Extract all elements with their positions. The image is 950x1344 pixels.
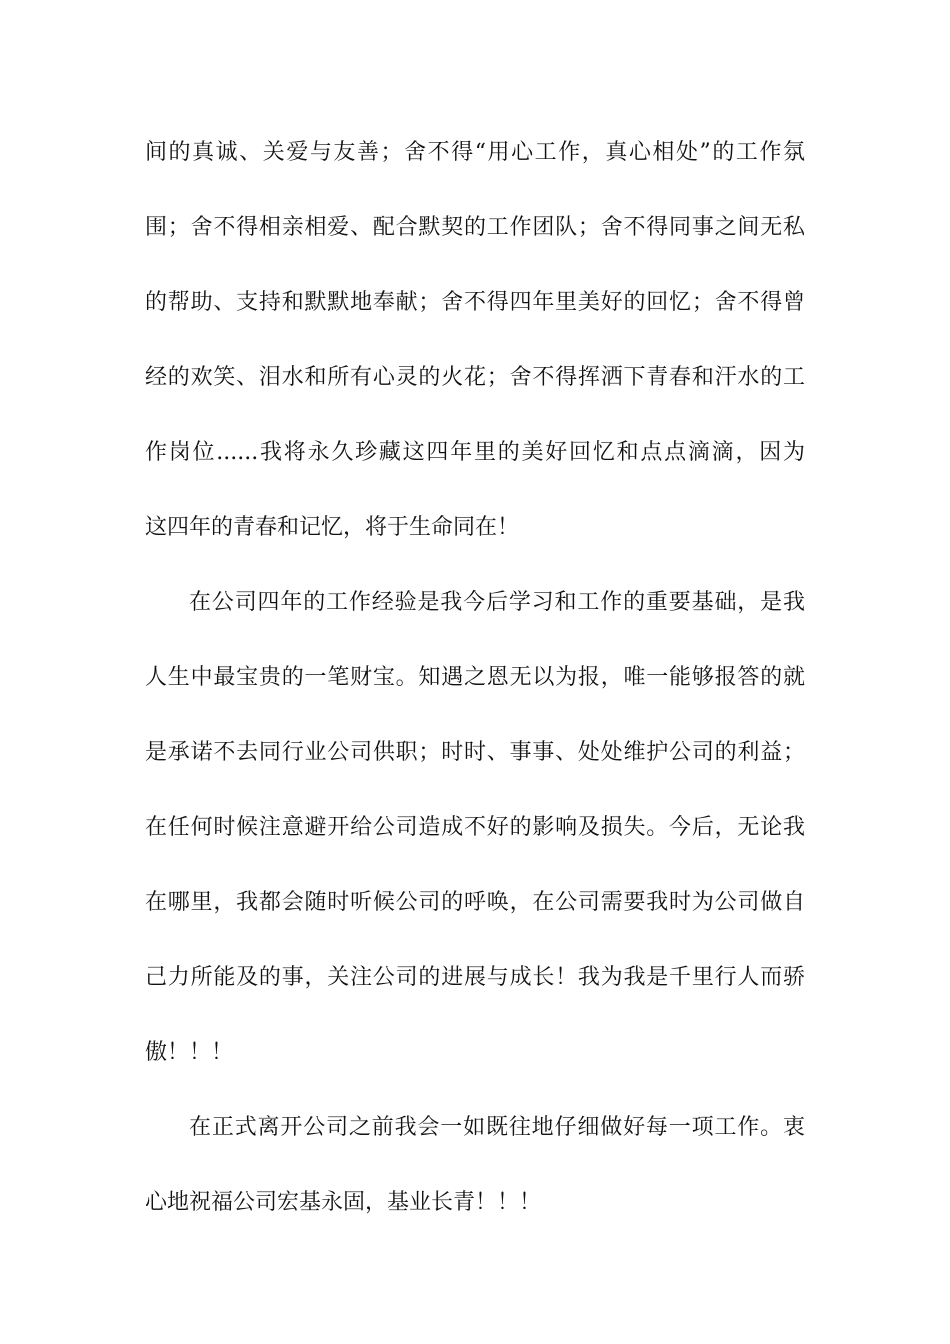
text-line: 是承诺不去同行业公司供职；时时、事事、处处维护公司的利益； xyxy=(145,740,805,765)
text-line: 人生中最宝贵的一笔财宝。知遇之恩无以为报，唯一能够报答的就 xyxy=(145,665,805,690)
text-line: 在任何时候注意避开给公司造成不好的影响及损失。今后，无论我 xyxy=(145,815,805,840)
text-line: 间的真诚、关爱与友善；舍不得“用心工作，真心相处”的工作氛 xyxy=(145,140,805,165)
text-line: 围；舍不得相亲相爱、配合默契的工作团队；舍不得同事之间无私 xyxy=(145,215,805,240)
paragraph-start-line: 在公司四年的工作经验是我今后学习和工作的重要基础，是我 xyxy=(189,590,805,615)
text-line: 在哪里，我都会随时听候公司的呼唤，在公司需要我时为公司做自 xyxy=(145,890,805,915)
document-body xyxy=(145,131,805,1256)
text-line: 傲！！！ xyxy=(145,1040,234,1065)
text-line: 己力所能及的事，关注公司的进展与成长！我为我是千里行人而骄 xyxy=(145,965,805,990)
text-line: 作岗位......我将永久珍藏这四年里的美好回忆和点点滴滴，因为 xyxy=(145,440,805,465)
text-line: 经的欢笑、泪水和所有心灵的火花；舍不得挥洒下青春和汗水的工 xyxy=(145,365,805,390)
text-line: 这四年的青春和记忆，将于生命同在！ xyxy=(145,515,520,540)
paragraph-start-line: 在正式离开公司之前我会一如既往地仔细做好每一项工作。衷 xyxy=(189,1115,805,1140)
text-line: 心地祝福公司宏基永固，基业长青！！！ xyxy=(145,1190,542,1215)
text-line: 的帮助、支持和默默地奉献；舍不得四年里美好的回忆；舍不得曾 xyxy=(145,290,805,315)
